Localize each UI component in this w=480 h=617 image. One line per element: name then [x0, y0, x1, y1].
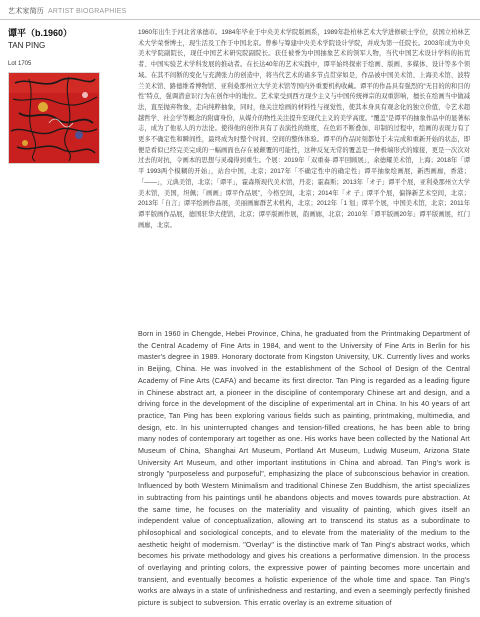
biography-english	[138, 329, 470, 610]
section-title-en: ARTIST BIOGRAPHIES	[48, 8, 127, 15]
biography-chinese	[138, 28, 470, 231]
artist-name-cn: 谭平（b.1960）	[8, 28, 73, 38]
section-title-cn: 艺术家简历	[8, 8, 44, 15]
artist-name-en: TAN PING	[8, 41, 46, 50]
section-title	[8, 6, 126, 16]
biography-chinese-text: 1960年出生于河北省承德市。1984年毕业于中央美术学院版画系，1989年赴柏林艺术大学进修硕士学位，获国立柏林艺术大学荣誉博士，现生活及工作于中国北京。曾参与筹建中央美术学院设计学院，并成为第一任院长。2003年成为中央美术学院副院长，现任中国艺术研究院副院长。获任被誉为中国抽象艺术的领军人物，当代中国艺术设计学科的拓荒者、中国实验艺术学科发展的推动者。在长达40年的艺术实践中，谭平始终探索于绘画、版画、多媒体、设计等多个领域。在其不间断的变化与充满张力的创造中，将当代艺术的诸多节点贯穿如是，作品被中国美术馆、上海美术馆、波特兰美术馆、路德维希博物馆、亚利桑那州立大学美术馆等国内外重要机构收藏。谭平的作品具有强烈的“无目的的和目的性”特点，强调潜意识行为在创作中的地位。艺术家受到西方现少主义与中国传统禅宗的双重影响，擅长在绘画当中做减法，直至抛弃物象，走向纯粹抽象，同时，他关注绘画的材料性与视觉性，使其本身具有观念化的独立价值，令艺术超越哲学、社会学等概念的附庸身份，从媒介的物性关注提升至现代主义的美学高度。“覆盖”是谭平的抽象作品中的显著标志，成为了他私人的方法论。使得他的创作具有了表演性的维度，在色彩不断叠加、印制的过程中，绘画的表现力有了更多不确定性和瞬间性，最终成为时整个时间、空间的整体体验。谭平的作品时刻都处于未完成和重新开始的状态，即便是看似已经完美完成的一幅画面也存在被颠覆的可能性，这种反复无常的覆盖是一种极端形式的嫁接，更是一次次对过去的对抗，令画本的思想与灵魂得到重生。个展：2019年「双重奏·谭平回顾展」，余德耀美术馆，上海；2018年「谭平 1993两个模糊的开始」，站台中国，北京；2017年「不确定性中的确定性」谭平抽象绘画展，新西画廊，香港；「——」，元典美馆，北京；「谭平」，霍森斯现代美术馆，丹麦；霍森斯；2013年「オ子」谭平个展，亚利桑那州立大学美术馆，美国，坦佩；「画画」谭平作品展”，今格空间，北京；2014年「オ 子」谭平个展，偏锋新艺术空间，北京；2013年「自言」谭平绘画作品展，美丽画廊群艺术机构，北京；2012年「1 划」谭平个展，中国美术馆，北京；2011年谭平版画作品展，德国驻华大使馆，北京；谭平版画作展，韵画廊，北京；2010年「谭平版画20年」谭平版画展，红门画廊，北京。	[138, 29, 470, 229]
artwork-image	[9, 73, 99, 163]
biography-english-text: Born in 1960 in Chengde, Hebei Province, China, he graduated from the Printmaking Department of the Central Academy of Fine Arts in 1984, and went to the University of Fine Arts in Berlin for his master's degree in 1989. Honorary doctorate from Kingston University, UK. Currently lives and works in Beijing, China. He was involved in the establishment of the School of Design of the Central Academy of Fine Arts (CAFA) and became its first director. Tan Ping is regarded as a leading figure in Chinese abstract art, a pioneer in the discipline of contemporary Chinese art and design, and a driving force in the development of the discipline of experimental art in China. In his 40 years of art practice, Tan Ping has been exploring various fields such as painting, printmaking, multimedia, and design, etc. In his uninterrupted changes and tension-filled creations, he has been able to bring many nodes of contemporary art together as one. His works have been collected by the National Art Museum of China, Shanghai Art Museum, Portland Art Museum, Ludwig Museum, Arizona State University Art Museum, and other important institutions in China and abroad. Tan Ping's work is strongly "purposeless and purposeful", emphasizing the place of subconscious behavior in creation. Influenced by both Western Minimalism and traditional Chinese Zen Buddhism, the artist specializes in subtracting from his paintings until he abandons objects and moves towards pure abstraction. At the same time, he focuses on the materiality and visuality of painting, which gives itself an independent value of conceptualization, allowing art to transcend its status as a subordinate to philosophical and sociological concepts, and to elevate from the materiality of the medium to the aesthetic height of modernism. "Overlay" is the distinctive mark of Tan Ping's abstract works, which becomes his private methodology and gives his creations a performative dimension. In the process of overlaying and printing colors, the expressive power of painting becomes more uncertain and transient, and eventually becomes a holistic experience of the whole time and space. Tan Ping's works are always in a state of unfinishedness and restarting, and even a seemingly perfectly finished picture is subject to subversion. This erratic overlay is an extreme situation of	[138, 330, 470, 608]
header-divider	[0, 19, 480, 20]
artwork-thumbnail	[8, 72, 100, 164]
artist-info	[8, 28, 98, 67]
page-header	[0, 0, 480, 22]
lot-number: Lot 1705	[8, 61, 32, 67]
